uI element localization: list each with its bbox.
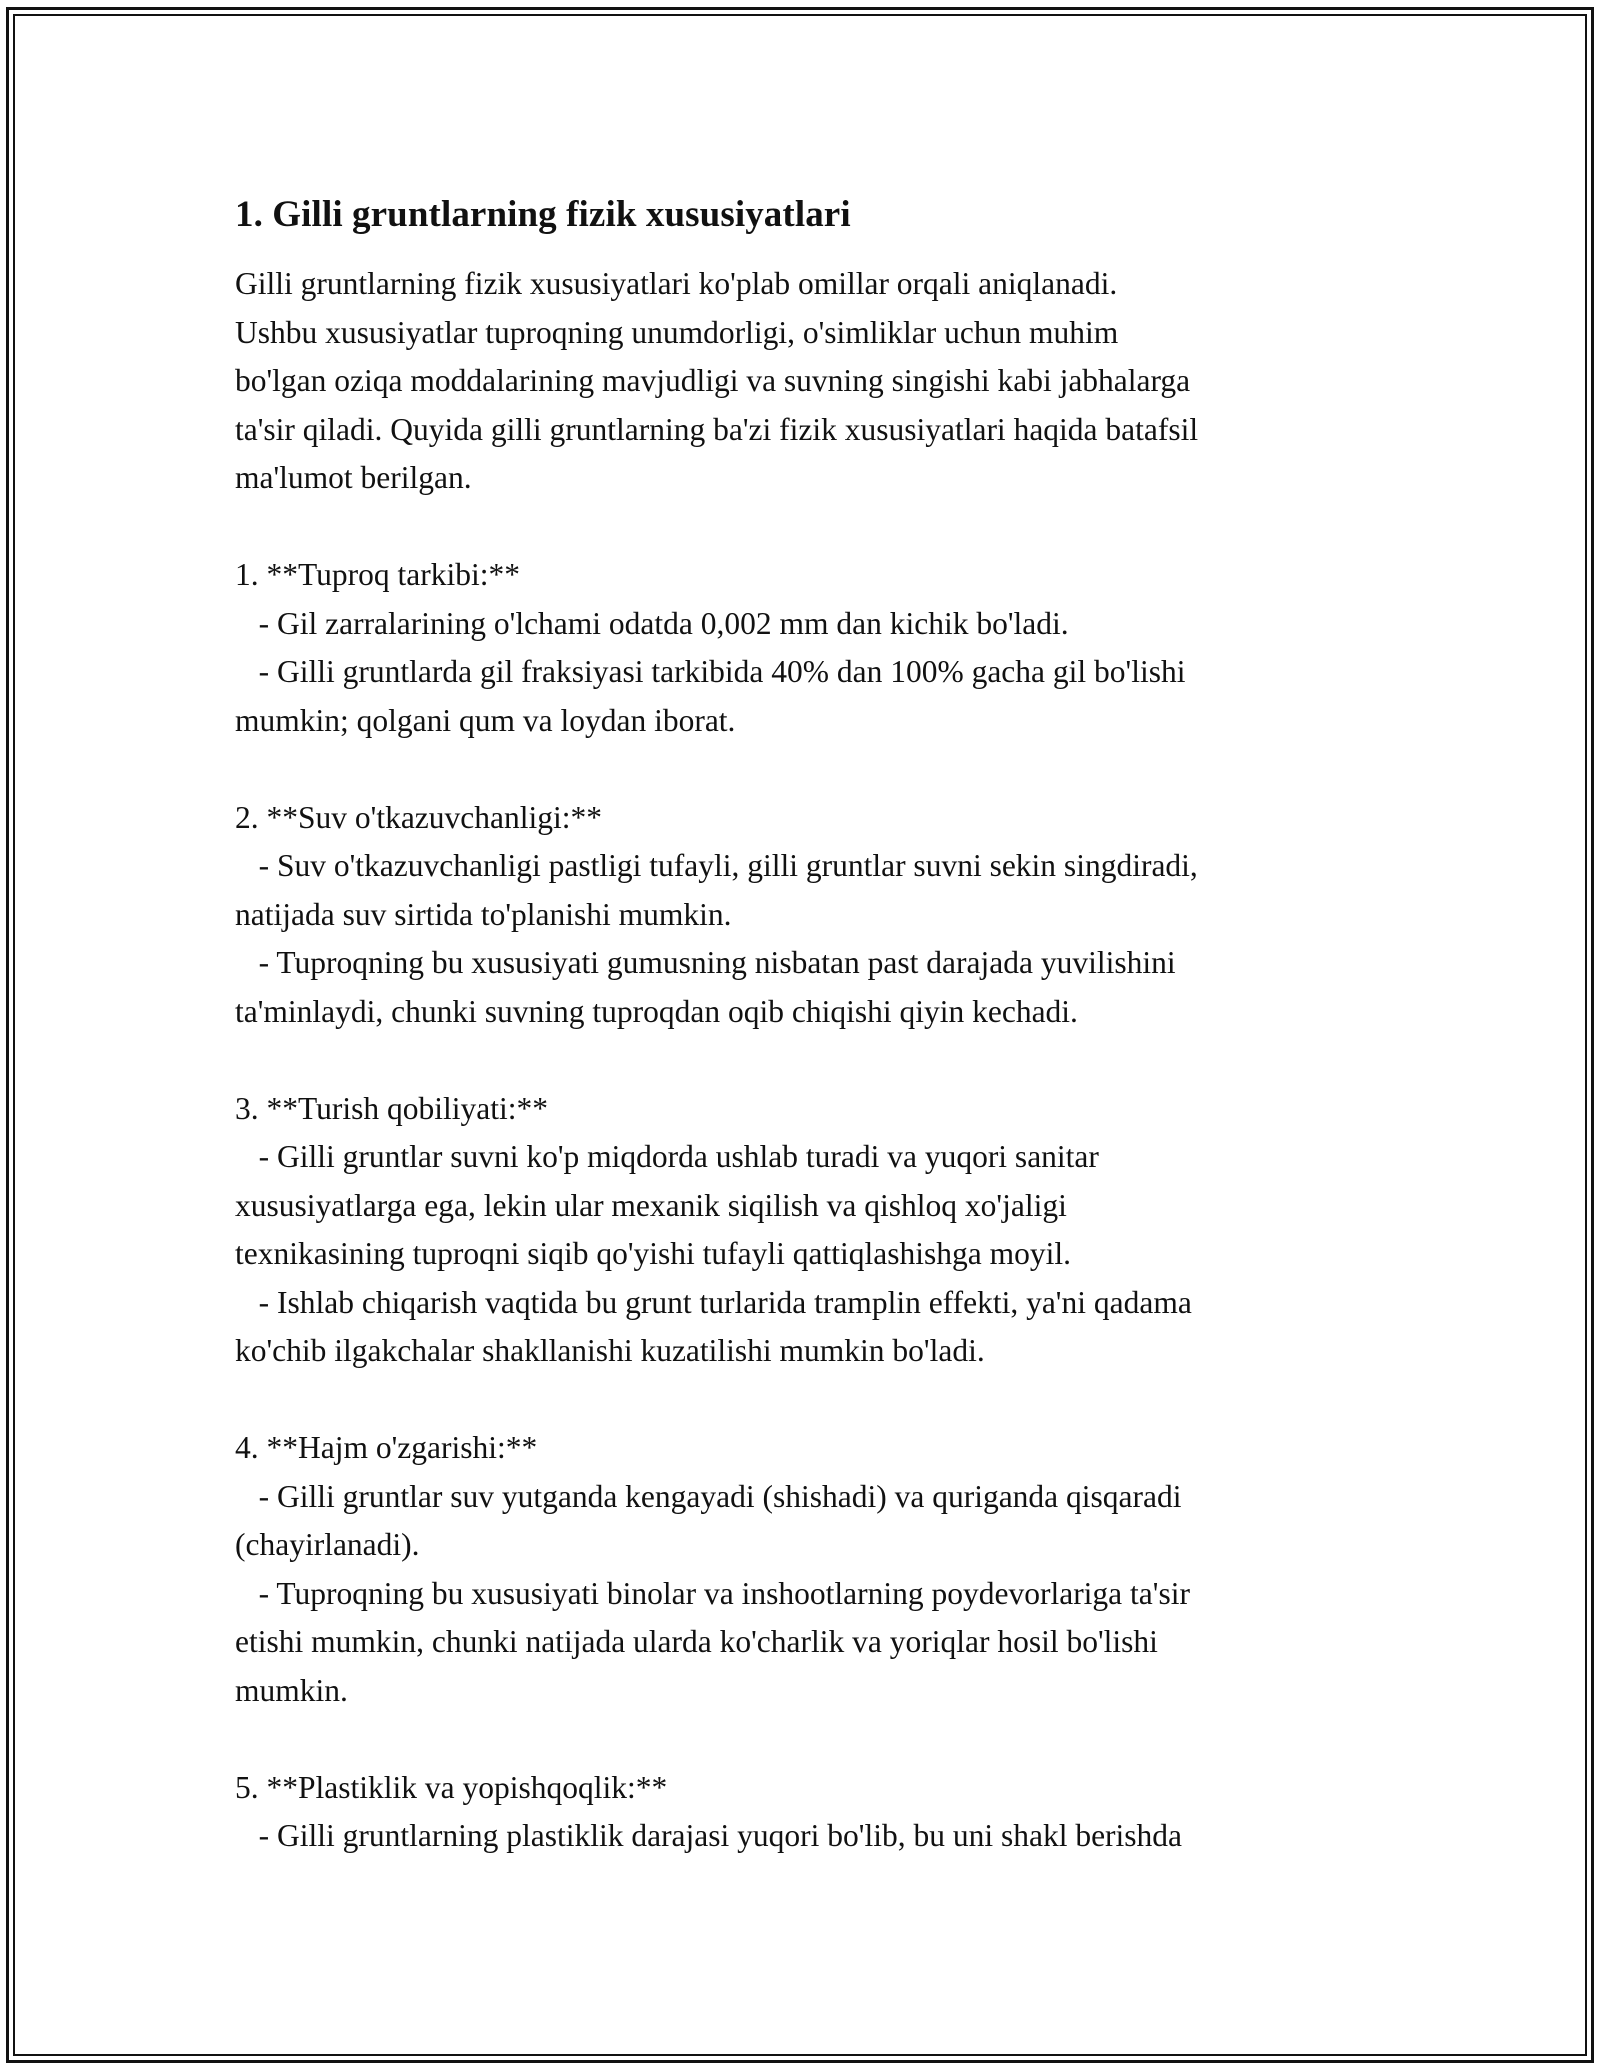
document-body: Gilli gruntlarning fizik xususiyatlari ko'plab omillar orqali aniqlanadi. Ushbu xususiyatlar tuproqning unumdorligi, o'simliklar uchun muhim bo'lgan oziqa moddalarining mavjudligi va suvning singishi kabi jabhalarga ta'sir qiladi. Quyida gilli gruntlarning ba'zi fizik xususiyatlari haqida batafsil ma'lumot berilgan. 1. **Tuproq tarkibi:** - Gil zarralarining o'lchami odatda 0,002 mm dan kichik bo'ladi. - Gilli gruntlarda gil fraksiyasi tarkibida 40% dan 100% gacha gil bo'lishi mumkin; qolgani qum va loydan iborat. 2. **Suv o'tkazuvchanligi:** - Suv o'tkazuvchanligi pastligi tufayli, gilli gruntlar suvni sekin singdiradi, natijada suv sirtida to'planishi mumkin. - Tuproqning bu xususiyati gumusning nisbatan past darajada yuvilishini ta'minlaydi, chunki suvning tuproqdan oqib chiqishi qiyin kechadi. 3. **Turish qobiliyati:** - Gilli gruntlar suvni ko'p miqdorda ushlab turadi va yuqori sanitar xususiyatlarga ega, lekin ular mexanik siqilish va qishloq xo'jaligi texnikasining tuproqni siqib qo'yishi tufayli qattiqlashishga moyil. - Ishlab chiqarish vaqtida bu grunt turlarida tramplin effekti, ya'ni qadama ko'chib ilgakchalar shakllanishi kuzatilishi mumkin bo'ladi. 4. **Hajm o'zgarishi:** - Gilli gruntlar suv yutganda kengayadi (shishadi) va quriganda qisqaradi (chayirlanadi). - Tuproqning bu xususiyati binolar va inshootlarning poydevorlariga ta'sir etishi mumkin, chunki natijada ularda ko'charlik va yoriqlar hosil bo'lishi mumkin. 5. **Plastiklik va yopishqoqlik:** - Gilli gruntlarning plastiklik darajasi yuqori bo'lib, bu uni shakl berishda	[235, 266, 1199, 1853]
document-page	[235, 188, 1365, 1861]
document-title: 1. Gilli gruntlarning fizik xususiyatlari	[235, 194, 851, 235]
